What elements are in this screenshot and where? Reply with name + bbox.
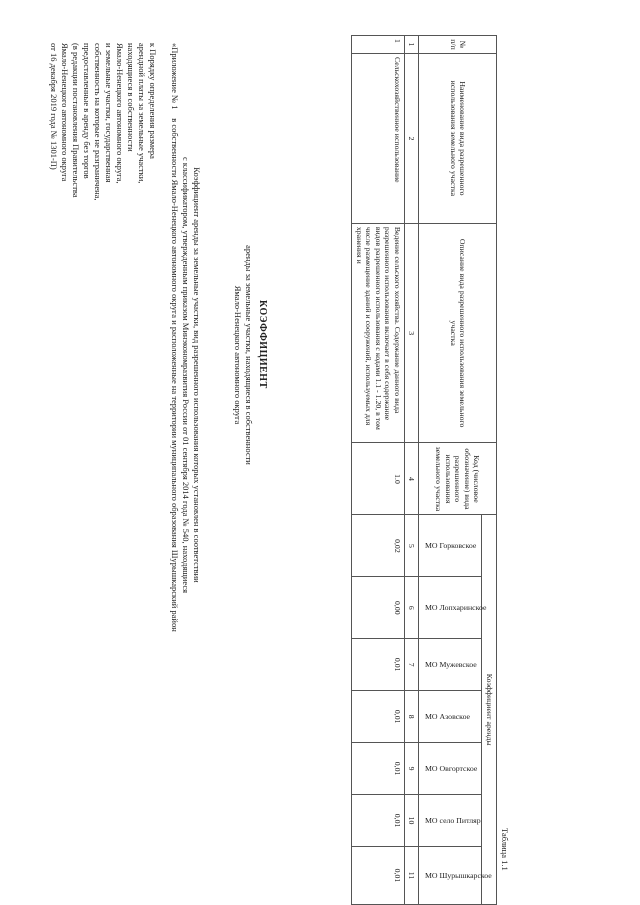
header-mo: МО село Питляр — [419, 795, 482, 847]
appendix-line: «Приложение № 1 — [170, 43, 180, 110]
header-mo: МО Мужевское — [419, 639, 482, 691]
col-number: 7 — [405, 639, 420, 691]
col-number: 3 — [405, 223, 420, 443]
header-mo: МО Азовское — [419, 691, 482, 743]
subtitle-line: Ямало-Ненецкого автономного округа — [233, 285, 243, 425]
row-desc: Ведение сельского хозяйства. Содержание данного вида разрешенного использования включает в себя содержание видов разрешенного использования с кодами 1.1 - 1.20, в том числе размещение зданий и сооружений, используемых для хранения и — [352, 223, 405, 443]
header-coef-group: Коэффициент аренды — [482, 515, 497, 905]
appendix-line: к Порядку определения размера — [148, 43, 158, 159]
row-value: 0,01 — [352, 691, 405, 743]
appendix-line: Ямало-Ненецкого автономного округа — [60, 43, 70, 182]
intro-line: с классификатором, утвержденным приказом Минэкономразвития России от 01 сентября 2014 года № 540, находящиеся — [181, 156, 191, 594]
col-number: 11 — [405, 847, 420, 905]
appendix-line: собственность на которые не разграничена, — [93, 43, 103, 201]
col-number: 5 — [405, 515, 420, 577]
header-desc: Описание вида разрешенного использования земельного участка — [419, 223, 497, 443]
appendix-line: арендной платы за земельные участки, — [137, 43, 147, 184]
header-mo: МО Горковское — [419, 515, 482, 577]
table-row — [352, 36, 405, 905]
intro-line: Коэффициент аренды за земельные участки, вид разрешенного использования которых установлен в соответствии — [192, 167, 202, 583]
coefficient-table — [352, 35, 498, 905]
col-number: 1 — [405, 36, 420, 54]
row-value: 0,01 — [352, 639, 405, 691]
row-value: 0,01 — [352, 795, 405, 847]
appendix-line: находящиеся в собственности — [126, 43, 136, 152]
row-num: 1 — [352, 36, 405, 54]
intro-line: в собственности Ямало-Ненецкого автономного округа и расположенные на территории муниципального образования Шурышкарский район — [170, 118, 180, 632]
appendix-line: предоставленные в аренду без торгов — [82, 43, 92, 179]
document-title: КОЭФФИЦИЕНТ — [257, 300, 268, 389]
row-name: Сельскохозяйственное использование — [352, 53, 405, 223]
column-number-row — [405, 36, 420, 905]
col-number: 9 — [405, 743, 420, 795]
header-mo: МО Шурышкарское — [419, 847, 482, 905]
subtitle-line: аренды за земельные участки, находящиеся в собственности — [244, 245, 254, 465]
appendix-line: от 16 декабря 2019 года № 1301-П) — [49, 43, 59, 170]
header-name: Наименование вида разрешенного использования земельного участка — [419, 53, 497, 223]
row-value: 0,01 — [352, 847, 405, 905]
header-num: № п/п — [419, 36, 497, 54]
col-number: 10 — [405, 795, 420, 847]
table-label: Таблица 1.1 — [500, 828, 510, 871]
col-number: 2 — [405, 53, 420, 223]
header-mo: МО Лопхаринское — [419, 577, 482, 639]
row-code: 1.0 — [352, 443, 405, 515]
col-number: 6 — [405, 577, 420, 639]
row-value: 0,00 — [352, 577, 405, 639]
appendix-line: (в редакции постановления Правительства — [71, 43, 81, 198]
col-number: 4 — [405, 443, 420, 515]
appendix-line: и земельные участки, государственная — [104, 43, 114, 183]
row-value: 0,02 — [352, 515, 405, 577]
appendix-line: Ямало-Ненецкого автономного округа, — [115, 43, 125, 184]
row-value: 0,01 — [352, 743, 405, 795]
header-code: Код (числовое обозначение) вида разрешенного использования земельного участка — [419, 443, 497, 515]
col-number: 8 — [405, 691, 420, 743]
header-mo: МО Овгортское — [419, 743, 482, 795]
